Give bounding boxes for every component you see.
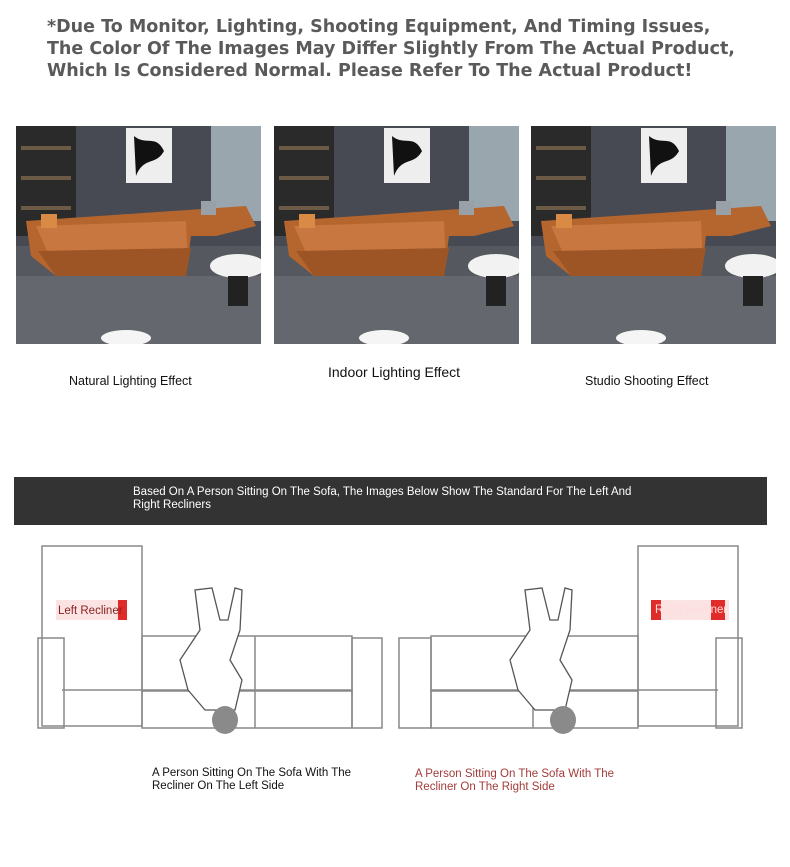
caption-studio-shooting: Studio Shooting Effect [585,374,709,388]
left-recliner-label: Left Recliner [58,605,123,617]
right-recliner-label: Right Recliner [655,604,728,616]
left-recliner-diagram [30,540,390,740]
info-banner [14,477,767,525]
sofa-photo-image [274,126,519,344]
sofa-photo-image [531,126,776,344]
sofa-photo-image [16,126,261,344]
caption-natural-lighting: Natural Lighting Effect [69,374,192,388]
caption-indoor-lighting: Indoor Lighting Effect [328,364,461,380]
left-diagram-caption: A Person Sitting On The Sofa With The Recliner On The Left Side [152,767,352,792]
right-recliner-diagram [393,540,753,740]
sofa-photo-natural [16,126,261,344]
disclaimer-text: *Due To Monitor, Lighting, Shooting Equipment, And Timing Issues, The Color Of The Images May Differ Slightly From The Actual Product, Which Is Considered Normal. Please Refer To The Actual Product! [47,17,735,81]
sofa-outline-right [393,540,753,740]
sofa-photo-indoor [274,126,519,344]
banner-text: Based On A Person Sitting On The Sofa, The Images Below Show The Standard For The Left And Right Recliners [133,486,632,511]
right-diagram-caption: A Person Sitting On The Sofa With The Recliner On The Right Side [415,768,615,793]
sofa-photo-studio [531,126,776,344]
sofa-outline-left [30,540,390,740]
